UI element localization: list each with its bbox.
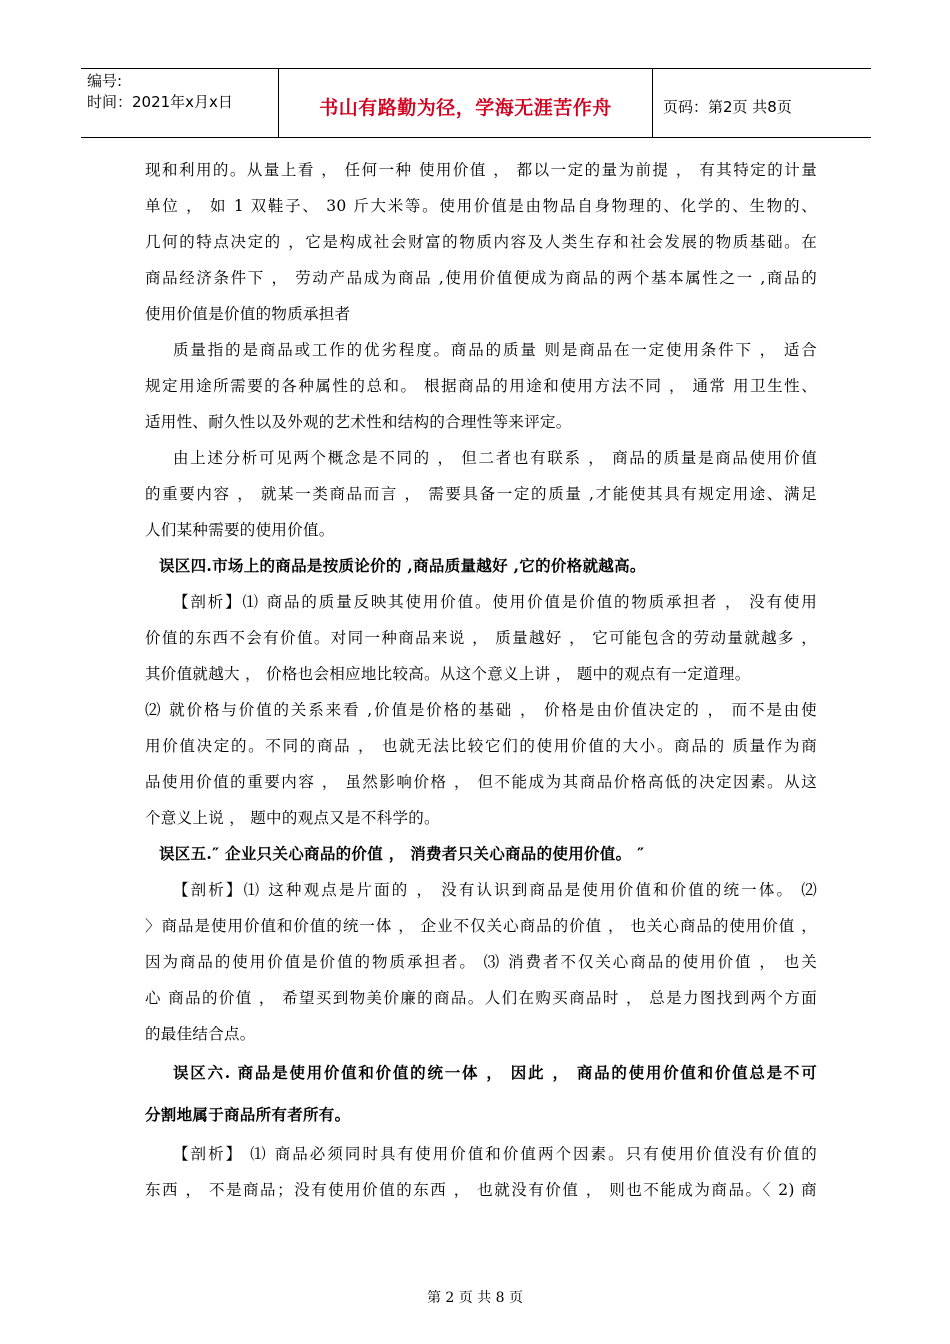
body-line: 【剖析】⑴ 这种观点是片面的 ， 没有认识到商品是使用价值和价值的统一体。 ⑵ xyxy=(173,881,817,899)
page-header xyxy=(81,68,871,138)
body-line: 的重要内容 ， 就某一类商品而言 ， 需要具备一定的质量 ,才能使其具有规定用途、满足 xyxy=(145,485,817,503)
body-line: 价值的东西不会有价值。对同一种商品来说 ， 质量越好 ， 它可能包含的劳动量就越多 ， xyxy=(145,629,817,647)
body-line: 商品经济条件下 ， 劳动产品成为商品 ,使用价值便成为商品的两个基本属性之一 ,商品的 xyxy=(145,269,817,287)
body-line: 东西 ， 不是商品；没有使用价值的东西 ， 也就没有价值 ， 则也不能成为商品。〈 2) 商 xyxy=(145,1181,817,1199)
footer-page-number: 第 2 页 共 8 页 xyxy=(426,1290,524,1306)
document-body xyxy=(145,152,817,1208)
body-line: 分割地属于商品所有者所有。 xyxy=(145,1105,351,1124)
header-page-label: 页码：第2页 共8页 xyxy=(663,97,792,116)
body-line: 现和利用的。从量上看 ， 任何一种 使用价值 ， 都以一定的量为前提 ， 有其特定的计量 xyxy=(145,161,817,179)
body-line: 心 商品的价值 ， 希望买到物美价廉的商品。人们在购买商品时 ， 总是力图找到两个方面 xyxy=(145,989,817,1007)
header-meta xyxy=(81,69,279,137)
motto-text: 书山有路勤为径，学海无涯苦作舟 xyxy=(319,96,612,119)
body-line: 因为商品的使用价值是价值的物质承担者。 ⑶ 消费者不仅关心商品的使用价值 ， 也关 xyxy=(145,953,817,971)
document-number-label: 编号: xyxy=(87,72,123,90)
body-line: 规定用途所需要的各种属性的总和。 根据商品的用途和使用方法不同 ， 通常 用卫生性、 xyxy=(145,377,817,395)
body-line: 其价值就越大 ， 价格也会相应地比较高。从这个意义上讲 ， 题中的观点有一定道理。 xyxy=(145,665,751,683)
body-line: 【剖析】⑴ 商品的质量反映其使用价值。使用价值是价值的物质承担者 ， 没有使用 xyxy=(173,593,817,611)
body-line: 个意义上说 ， 题中的观点又是不科学的。 xyxy=(145,809,440,827)
body-line: 【剖析】 ⑴ 商品必须同时具有使用价值和价值两个因素。只有使用价值没有价值的 xyxy=(173,1145,817,1163)
page-footer xyxy=(0,1287,950,1307)
body-line: ⑵ 就价格与价值的关系来看 ,价值是价格的基础 ， 价格是由价值决定的 ， 而不是由使 xyxy=(145,701,817,719)
body-line: 适用性、耐久性以及外观的艺术性和结构的合理性等来评定。 xyxy=(145,413,572,431)
body-line: 品使用价值的重要内容 ， 虽然影响价格 ， 但不能成为其商品价格高低的决定因素。从这 xyxy=(145,773,817,791)
body-line: 人们某种需要的使用价值。 xyxy=(145,521,335,539)
body-line: 质量指的是商品或工作的优劣程度。商品的质量 则是商品在一定使用条件下 ， 适合 xyxy=(173,341,817,359)
document-date-label: 时间：2021年x月x日 xyxy=(87,93,233,111)
header-motto xyxy=(279,69,653,137)
header-page-info xyxy=(653,69,871,137)
body-line: 由上述分析可见两个概念是不同的 ， 但二者也有联系 ， 商品的质量是商品使用价值 xyxy=(173,449,817,467)
body-line: 使用价值是价值的物质承担者 xyxy=(145,305,351,323)
body-line: 误区四.市场上的商品是按质论价的 ,商品质量越好 ,它的价格就越高。 xyxy=(159,556,646,575)
body-line: 〉商品是使用价值和价值的统一体 ， 企业不仅关心商品的价值 ， 也关心商品的使用价值 ， xyxy=(145,917,817,935)
body-line: 误区六. 商品是使用价值和价值的统一体 ， 因此 ， 商品的使用价值和价值总是不可 xyxy=(173,1063,817,1082)
body-line: 几何的特点决定的 ，它是构成社会财富的物质内容及人类生存和社会发展的物质基础。在 xyxy=(145,233,817,251)
body-line: 误区五.″ 企业只关心商品的价值 ， 消费者只关心商品的使用价值。 ″ xyxy=(159,844,645,863)
body-line: 单位 ， 如 1 双鞋子、 30 斤大米等。使用价值是由物品自身物理的、化学的、生物的、 xyxy=(145,197,817,215)
body-line: 的最佳结合点。 xyxy=(145,1025,256,1043)
body-line: 用价值决定的。不同的商品 ， 也就无法比较它们的使用价值的大小。商品的 质量作为商 xyxy=(145,737,817,755)
